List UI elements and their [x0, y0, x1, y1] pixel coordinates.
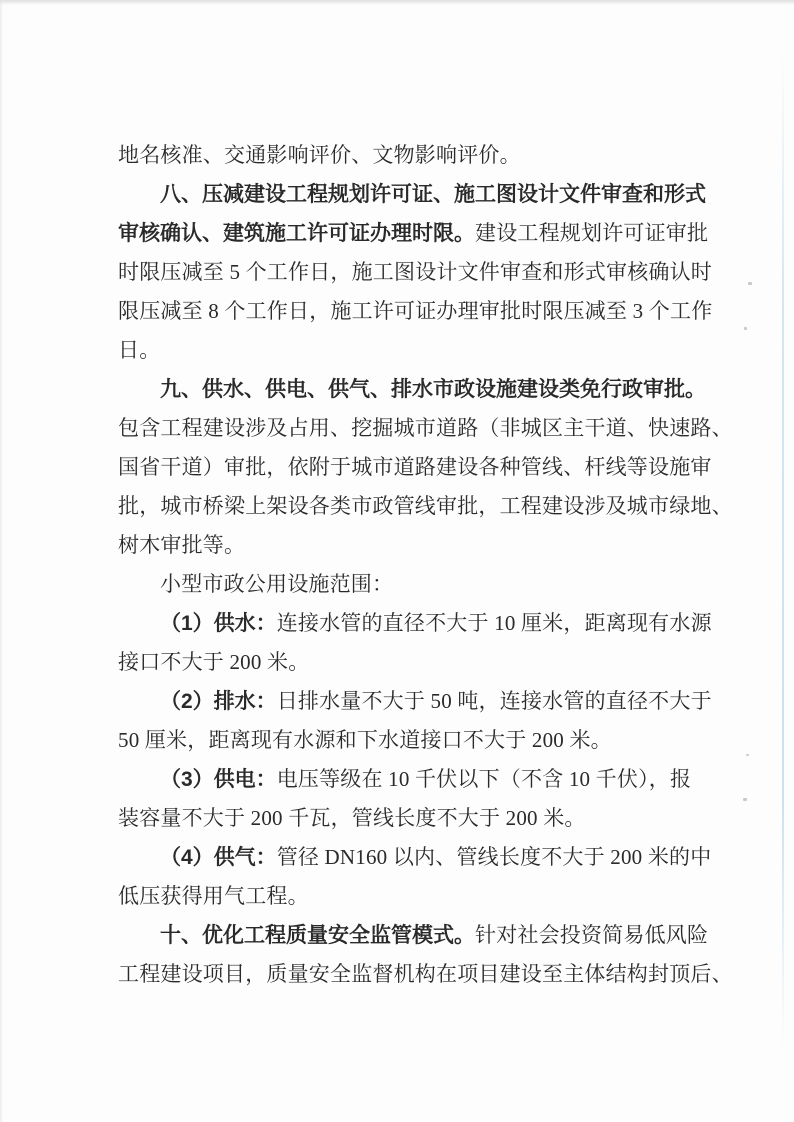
- text-line: [118, 214, 714, 253]
- scan-edge-right-line: [782, 50, 784, 1052]
- text-segment: 针对社会投资简易低风险: [475, 923, 709, 947]
- text-line: [118, 799, 714, 838]
- text-segment: 工程建设项目，质量安全监督机构在项目建设至主体结构封顶后、: [118, 962, 733, 986]
- text-segment: 小型市政公用设施范围：: [160, 572, 394, 596]
- text-line: [118, 370, 714, 409]
- text-line: [118, 916, 714, 955]
- text-segment: 50 厘米，距离现有水源和下水道接口不大于 200 米。: [118, 728, 612, 752]
- text-line: [118, 877, 714, 916]
- text-line: [118, 448, 714, 487]
- text-segment: 连接水管的直径不大于 10 厘米，距离现有水源: [276, 611, 712, 635]
- text-line: [118, 526, 714, 565]
- text-line: [118, 565, 714, 604]
- text-segment-bold: 八、压减建设工程规划许可证、施工图设计文件审查和形式: [160, 183, 706, 206]
- text-line: [118, 409, 733, 448]
- text-segment: 批，城市桥梁上架设各类市政管线审批，工程建设涉及城市绿地、: [118, 494, 733, 518]
- text-segment-bold: （3）供电：: [160, 768, 277, 791]
- text-line: [118, 682, 714, 721]
- text-segment: 国省干道）审批，依附于城市道路建设各种管线、杆线等设施审: [118, 455, 712, 479]
- text-segment: 限压减至 8 个工作日，施工许可证办理审批时限压减至 3 个工作: [118, 299, 713, 323]
- text-segment: 建设工程规划许可证审批: [475, 221, 709, 245]
- text-segment: 树木审批等。: [118, 533, 246, 557]
- text-segment: 地名核准、交通影响评价、文物影响评价。: [118, 143, 521, 167]
- scan-speck: [744, 327, 747, 330]
- text-segment: 日排水量不大于 50 吨，连接水管的直径不大于: [276, 689, 712, 713]
- text-segment-bold: （2）排水：: [160, 690, 277, 713]
- text-line: [118, 643, 714, 682]
- scan-edge-left: [0, 0, 3, 1122]
- text-line: [118, 175, 714, 214]
- text-line: [118, 487, 733, 526]
- scan-speck: [746, 754, 749, 756]
- text-line: [118, 136, 714, 175]
- scan-edge-top: [0, 0, 794, 5]
- text-segment: 电压等级在 10 千伏以下（不含 10 千伏），报: [276, 767, 692, 791]
- text-line: [118, 721, 714, 760]
- text-segment: 日。: [118, 338, 161, 362]
- text-line: [118, 292, 714, 331]
- text-segment: 包含工程建设涉及占用、挖掘城市道路（非城区主干道、快速路、: [118, 416, 733, 440]
- text-segment-bold: 九、供水、供电、供气、排水市政设施建设类免行政审批。: [160, 378, 706, 401]
- text-line: [118, 955, 733, 994]
- text-line: [118, 760, 714, 799]
- text-segment-bold: （1）供水：: [160, 612, 277, 635]
- text-line: [118, 604, 714, 643]
- text-segment-bold: 十、优化工程质量安全监管模式。: [160, 924, 475, 947]
- text-segment-bold: （4）供气：: [160, 846, 277, 869]
- scan-speck: [743, 798, 747, 801]
- text-line: [118, 331, 714, 370]
- text-segment: 低压获得用气工程。: [118, 884, 309, 908]
- text-line: [118, 253, 714, 292]
- text-segment: 时限压减至 5 个工作日，施工图设计文件审查和形式审核确认时: [118, 260, 712, 284]
- text-segment: 管径 DN160 以内、管线长度不大于 200 米的中: [276, 845, 712, 869]
- text-line: [118, 838, 714, 877]
- text-segment-bold: 审核确认、建筑施工许可证办理时限。: [118, 222, 475, 245]
- document-text: [118, 136, 733, 994]
- scan-speck: [748, 282, 752, 285]
- text-segment: 接口不大于 200 米。: [118, 650, 310, 674]
- text-segment: 装容量不大于 200 千瓦，管线长度不大于 200 米。: [118, 806, 586, 830]
